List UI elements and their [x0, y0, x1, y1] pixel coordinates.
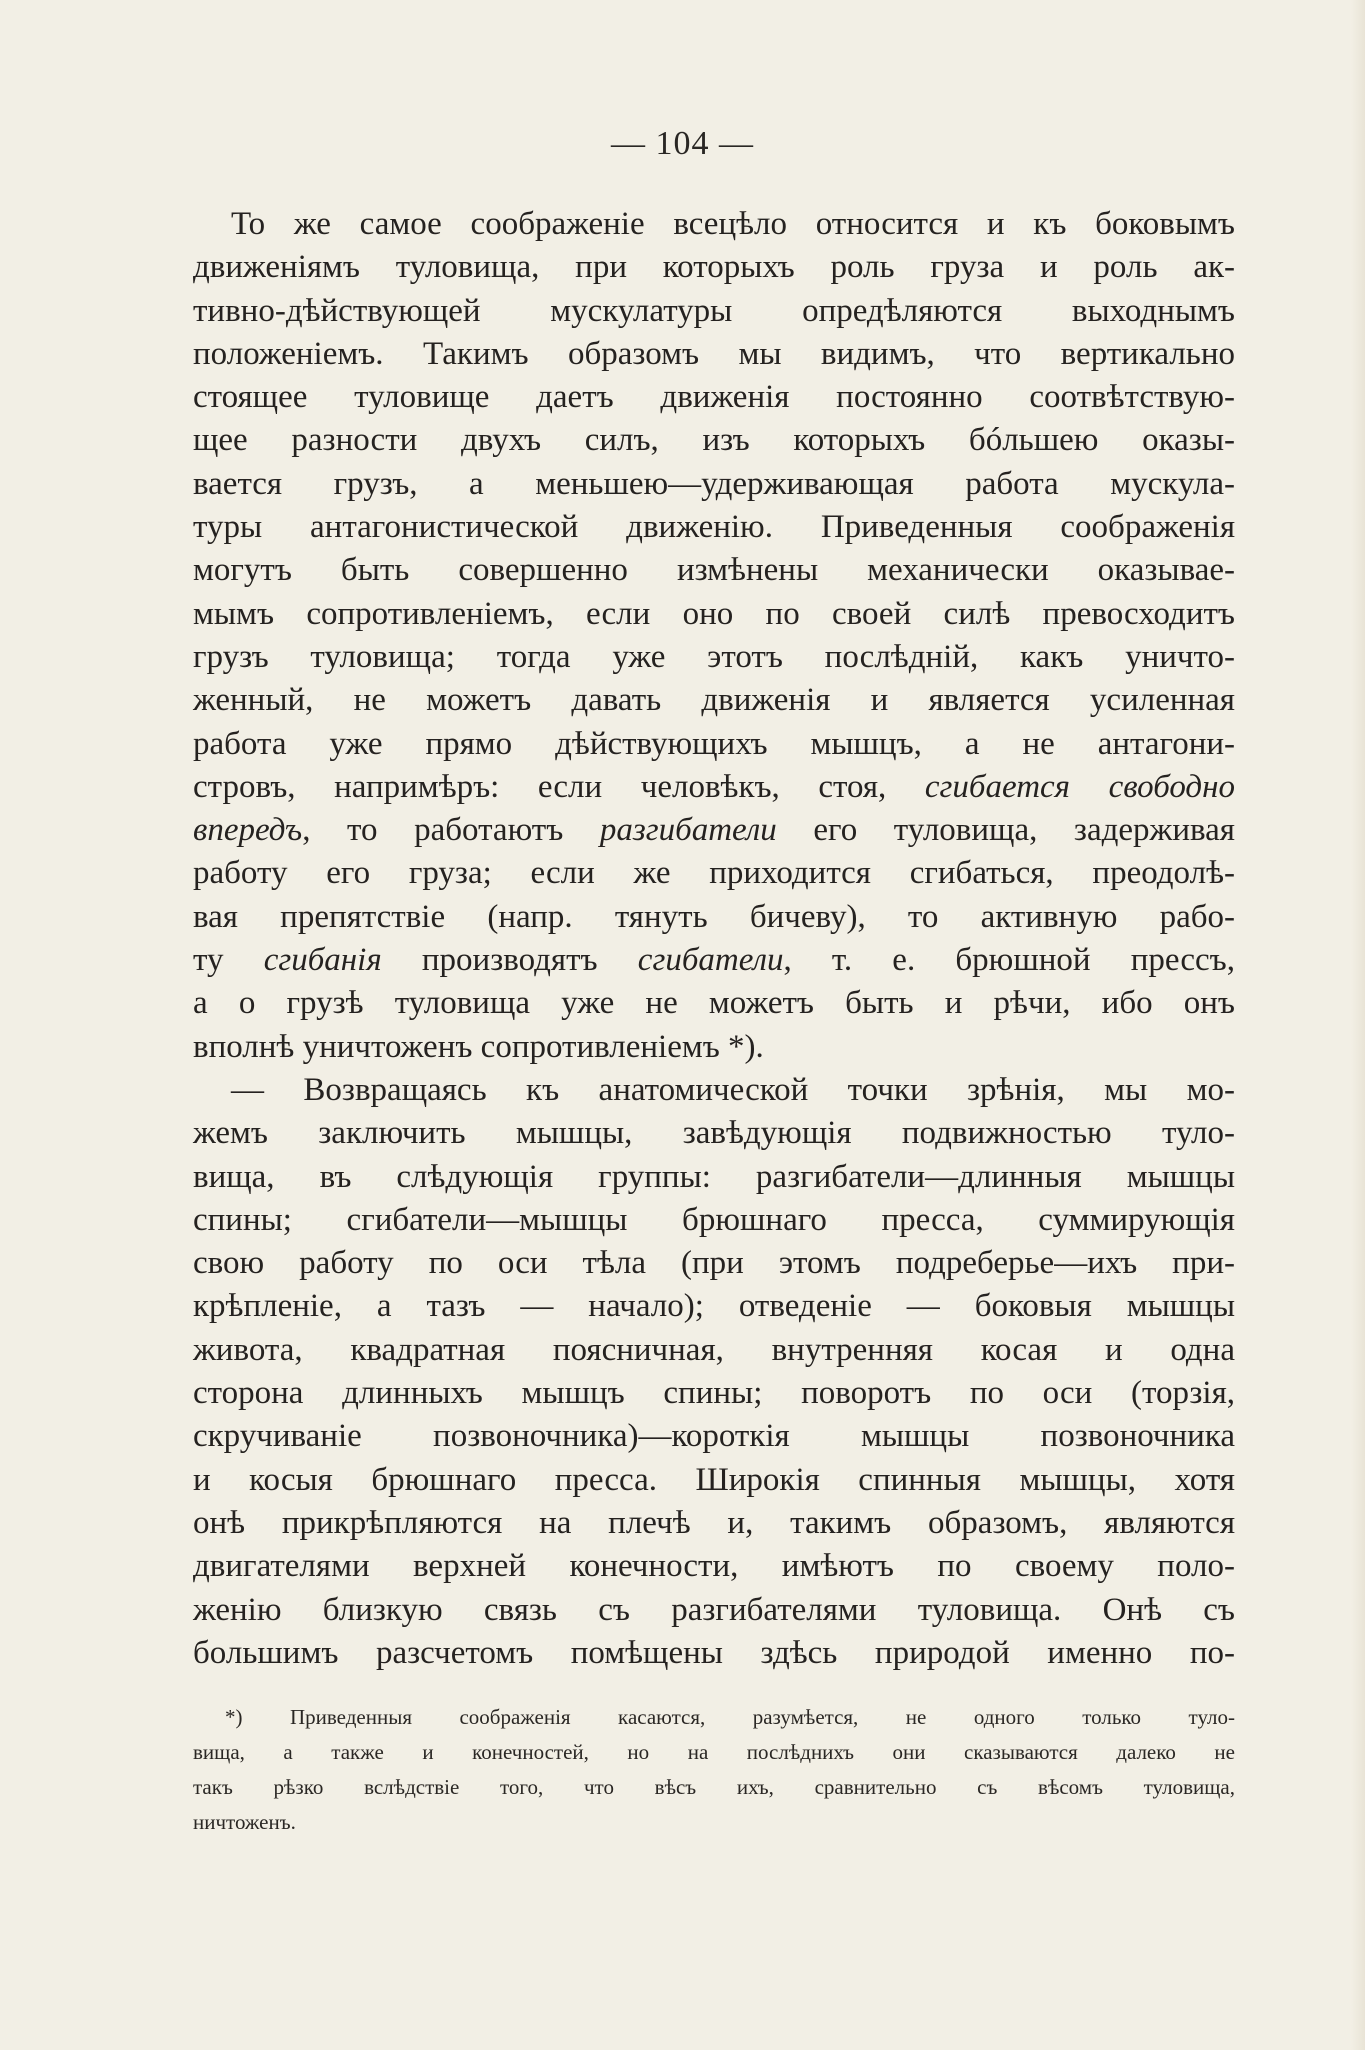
main-text: [193, 203, 1235, 1675]
text-line: стоящее туловище даетъ движенiя постоянно соотвѣтствую-: [193, 379, 1235, 416]
text-line: двигателями верхней конечности, имѣютъ по своему поло-: [193, 1548, 1235, 1585]
text-line: мымъ сопротивленiемъ, если оно по своей силѣ превосходитъ: [193, 595, 1235, 632]
text-line: крѣпленiе, а тазъ — начало); отведенiе — боковыя мышцы: [193, 1288, 1235, 1325]
text-line: положенiемъ. Такимъ образомъ мы видимъ, что вертикально: [193, 335, 1235, 372]
text-line: вая препятствiе (напр. тянуть бичеву), то активную рабо-: [193, 898, 1235, 935]
italic-text: сгибатели: [637, 942, 784, 979]
text-line: вища, въ слѣдующiя группы: разгибатели—длинныя мышцы: [193, 1158, 1235, 1195]
text-line: жемъ заключить мышцы, завѣдующiя подвижностью туло-: [193, 1115, 1235, 1152]
footnote-line: вища, а также и конечностей, но на послѣднихъ они сказываются далеко не: [193, 1740, 1235, 1764]
text-line: сторона длинныхъ мышцъ спины; поворотъ по оси (торзiя,: [193, 1375, 1235, 1412]
text-line: могутъ быть совершенно измѣнены механически оказывае-: [193, 552, 1235, 589]
text-line: грузъ туловища; тогда уже этотъ послѣднiй, какъ уничто-: [193, 638, 1235, 675]
text-line: а о грузѣ туловища уже не можетъ быть и рѣчи, ибо онъ: [193, 985, 1235, 1022]
text-line: То же самое соображенiе всецѣло относится и къ боковымъ: [231, 206, 1235, 242]
text-line: впередъ, то работаютъ разгибатели его туловища, задерживая: [193, 812, 1235, 849]
text-line: свою работу по оси тѣла (при этомъ подреберье—ихъ при-: [193, 1245, 1235, 1282]
text-line: и косыя брюшнаго пресса. Широкiя спинныя мышцы, хотя: [193, 1461, 1235, 1498]
footnote: [193, 1700, 1235, 1840]
text-line: спины; сгибатели—мышцы брюшнаго пресса, суммирующiя: [193, 1201, 1235, 1238]
italic-text: впередъ: [193, 812, 303, 849]
text-line: живота, квадратная поясничная, внутренняя косая и одна: [193, 1331, 1235, 1368]
text-line: вается грузъ, а меньшею—удерживающая работа мускула-: [193, 465, 1235, 502]
text-line: — Возвращаясь къ анатомической точки зрѣнiя, мы мо-: [231, 1071, 1235, 1108]
text-line: работа уже прямо дѣйствующихъ мышцъ, а не антагони-: [193, 725, 1235, 762]
footnote-line: *) Приведенныя соображенiя касаются, разумѣется, не одного только туло-: [225, 1705, 1235, 1729]
footnote-line: ничтоженъ.: [193, 1810, 296, 1834]
text-line: онѣ прикрѣпляются на плечѣ и, такимъ образомъ, являются: [193, 1504, 1235, 1541]
italic-text: разгибатели: [599, 812, 777, 849]
page-number: — 104 —: [611, 125, 754, 162]
footnote-line: такъ рѣзко вслѣдствiе того, что вѣсъ ихъ, сравнительно съ вѣсомъ туловища,: [193, 1775, 1235, 1799]
text-line: вполнѣ уничтоженъ сопротивленiемъ *).: [193, 1028, 764, 1065]
text-line: тивно-дѣйствующей мускулатуры опредѣляются выходнымъ: [193, 292, 1235, 329]
text-line: щее разности двухъ силъ, изъ которыхъ бóльшею оказы-: [193, 422, 1235, 459]
text-line: туры антагонистической движенiю. Приведенныя соображенiя: [193, 509, 1235, 546]
text-line: большимъ разсчетомъ помѣщены здѣсь природой именно по-: [193, 1634, 1235, 1671]
text-line: работу его груза; если же приходится сгибаться, преодолѣ-: [193, 855, 1235, 892]
page-edge-shadow: [1351, 0, 1365, 2050]
text-line: скручиванiе позвоночника)—короткiя мышцы позвоночника: [193, 1418, 1235, 1455]
text-line: ту сгибанiя производятъ сгибатели, т. е. брюшной прессъ,: [193, 942, 1235, 979]
text-line: движенiямъ туловища, при которыхъ роль груза и роль ак-: [193, 249, 1235, 286]
text-line: стровъ, напримѣръ: если человѣкъ, стоя, сгибается свободно: [193, 768, 1235, 805]
text-line: женный, не можетъ давать движенiя и является усиленная: [193, 682, 1235, 719]
italic-text: сгибанiя: [263, 942, 382, 979]
text-line: женiю близкую связь съ разгибателями туловища. Онѣ съ: [193, 1591, 1235, 1628]
italic-text: сгибается свободно: [924, 768, 1235, 805]
